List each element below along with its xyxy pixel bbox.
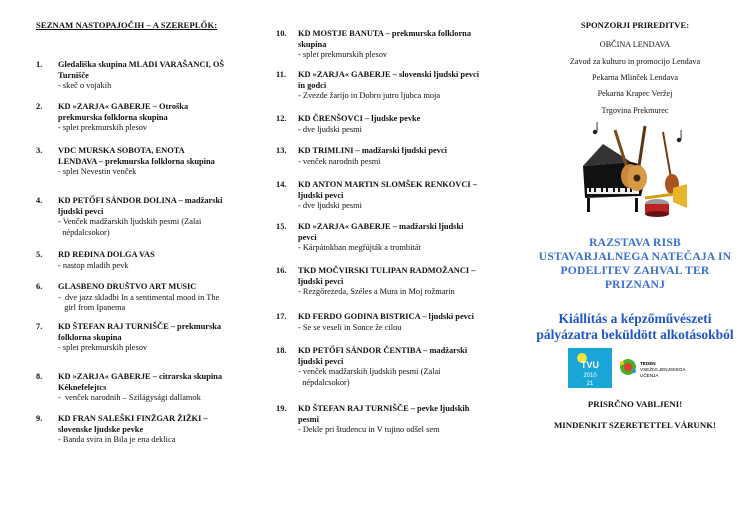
performer-number: 19. <box>276 404 287 413</box>
performer-body <box>298 146 447 167</box>
sponsors-title: SPONZORJI PRIREDITVE: <box>580 20 690 30</box>
performer-program-line: - Kárpátokban megfújták a trombitát <box>298 243 421 253</box>
performer-number: 15. <box>276 222 287 231</box>
performer-program-line: - splet Nevestin venček <box>58 167 137 177</box>
performer-group-name: Kéknefelejtcs <box>58 382 107 392</box>
performer-group-name: ljudski pevci <box>298 190 344 200</box>
performer-program <box>58 123 188 134</box>
performer-group-name: Turnišče <box>58 70 89 80</box>
performer-program <box>298 125 420 136</box>
performer-body <box>298 346 467 388</box>
performer-program <box>298 201 477 212</box>
performer-body <box>298 404 469 436</box>
sponsors-column <box>520 0 750 530</box>
performer-group-name: KD »ZARJA« GABERJE – slovenski ljudski pevci <box>298 70 480 79</box>
performer-body <box>298 312 474 333</box>
performer-group-name: VDC MURSKA SOBOTA, ENOTA <box>58 146 185 155</box>
sponsor-line: Pekarna Krapec Veržej <box>597 89 673 98</box>
performer-group-name: ljudski pevci <box>58 206 104 216</box>
performer-group-name: ljudski pevci <box>298 356 344 366</box>
performer-number: 8. <box>36 372 43 381</box>
performer-program <box>58 261 155 272</box>
performer-number: 5. <box>36 250 43 259</box>
performer-group-name: KD ŠTEFAN RAJ TURNIŠČE – prekmurska <box>58 322 222 331</box>
tvu-logo <box>568 348 612 388</box>
sponsor-line: OBČINA LENDAVA <box>599 40 671 49</box>
performer-program-line: - Zvezde žarijo in Dobro jutro ljubca moja <box>298 91 441 101</box>
performer-body <box>58 322 221 354</box>
exhibition-title-line: RAZSTAVA RISB <box>589 236 681 249</box>
performer-body <box>58 372 222 404</box>
performer-group-name: LENDAVA – prekmurska folklorna skupina <box>58 156 215 166</box>
performer-number: 10. <box>276 29 287 38</box>
performer-number: 18. <box>276 346 287 355</box>
performer-program <box>298 367 467 388</box>
performer-program-line: - venček narodnih – Szilágysági dallamok <box>58 393 201 403</box>
performer-group-name: RD REĐINA DOLGA VAS <box>58 250 155 259</box>
logo-teden-text: TEDEN <box>640 361 656 366</box>
performer-group-name: KD »ZARJA« GABERJE – madžarski ljudski <box>298 222 464 231</box>
performer-number: 3. <box>36 146 43 155</box>
musical-instruments-illustration <box>575 118 695 218</box>
performer-group-name: KD TRIMLINI – madžarski ljudski pevci <box>298 146 447 155</box>
performer-body <box>298 180 477 212</box>
performer-group-name: pevci <box>298 232 317 242</box>
performer-group-name: KD FRAN SALEŠKI FINŽGAR ŽIŽKI – <box>58 414 208 423</box>
performer-program <box>58 393 222 404</box>
performer-program-line: - splet prekmurskih plesov <box>58 343 148 353</box>
performer-program <box>298 287 475 298</box>
performer-program <box>298 157 447 168</box>
performer-program-line: - Se se veseli in Sonce že cilou <box>298 322 402 332</box>
performer-body <box>58 146 215 178</box>
performer-program <box>298 425 469 436</box>
logo-text-line: UČENJA <box>640 373 659 378</box>
performer-body <box>298 29 471 61</box>
performer-number: 12. <box>276 114 287 123</box>
performer-program-line: - Venček madžarskih ljudskih pesmi (Zalai <box>58 217 202 227</box>
performer-number: 6. <box>36 282 43 291</box>
performer-group-name: KD MOSTJE BANUTA – prekmurska folklorna <box>298 29 472 38</box>
performer-number: 4. <box>36 196 43 205</box>
performer-program <box>58 293 219 314</box>
performer-body <box>298 266 475 298</box>
performers-list-title: SEZNAM NASTOPAJOČIH – A SZEREPLŐK: <box>36 20 218 30</box>
performer-group-name: in godci <box>298 80 327 90</box>
hungarian-title-line: Kiállítás a képzőművészeti <box>558 311 712 326</box>
performer-group-name: pesmi <box>298 414 319 424</box>
performer-program-line: - dve jazz skladbi In a sentimental mood in The <box>58 292 220 302</box>
lifelong-learning-week-logo <box>618 355 686 387</box>
performer-body <box>58 60 224 92</box>
tvu-logo-text: TVU <box>581 360 599 370</box>
performer-group-name: KD »ZARJA« GABERJE – citrarska skupina <box>58 372 223 381</box>
performer-number: 13. <box>276 146 287 155</box>
logo-text-line: VSEŽIVLJENJSKEGA <box>640 367 686 372</box>
performer-program <box>298 50 471 61</box>
performer-body <box>298 222 463 254</box>
performer-number: 11. <box>276 70 287 79</box>
performer-program <box>58 81 224 92</box>
performer-group-name: KD ŠTEFAN RAJ TURNIŠČE – pevke ljudskih <box>298 404 470 413</box>
performer-program-line: - venček narodnih pesmi <box>298 156 381 166</box>
sponsor-line: Trgovina Prekmurec <box>601 106 669 115</box>
performer-program-line: - Rezgőrezeda, Széles a Mura in Moj rožmarin <box>298 287 455 297</box>
performer-program <box>298 323 474 334</box>
performer-body <box>58 196 223 238</box>
tvu-logo-year: 2010 <box>583 373 597 379</box>
performer-program-line: - dve ljudski pesmi <box>298 124 362 134</box>
performer-program-line: népdalcsokor) <box>298 377 350 387</box>
performer-program <box>298 91 479 102</box>
performer-program-line: - dve ljudski pesmi <box>298 201 362 211</box>
performer-body <box>58 282 219 314</box>
performer-program-line: - skeč o vojakih <box>58 81 112 91</box>
performer-program <box>298 243 463 254</box>
performer-body <box>58 250 155 271</box>
performer-program-line: - splet prekmurskih plesov <box>58 123 148 133</box>
sponsor-line: Pekarna Mlinček Lendava <box>592 73 678 82</box>
exhibition-title-line: USTAVARJALNEGA NATEČAJA IN <box>538 250 732 263</box>
performer-group-name: KD ČRENŠOVCI – ljudske pevke <box>298 114 421 123</box>
performer-program-line: girl from Ipanema <box>58 303 126 313</box>
performer-group-name: KD »ZARJA« GABERJE – Otroška <box>58 102 189 111</box>
performer-program <box>58 435 208 446</box>
performer-body <box>298 70 479 102</box>
sponsor-line: Zavod za kulturo in promocijo Lendava <box>569 57 701 66</box>
performer-group-name: Gledališka skupina MLADI VARAŠANCI, OŠ <box>58 60 225 69</box>
performer-number: 16. <box>276 266 287 275</box>
performer-group-name: skupina <box>298 39 327 49</box>
performer-group-name: slovenske ljudske pevke <box>58 424 144 434</box>
performer-body <box>58 414 208 446</box>
performer-body <box>58 102 188 134</box>
performer-group-name: folklorna skupina <box>58 332 122 342</box>
performer-group-name: KD FERDO GODINA BISTRICA – ljudski pevci <box>298 312 474 321</box>
performer-number: 17. <box>276 312 287 321</box>
performer-program <box>58 217 223 238</box>
tvu-logo-number: 21 <box>586 381 594 387</box>
performer-group-name: KD ANTON MARTIN SLOMŠEK RENKOVCI – <box>298 180 477 189</box>
performer-number: 7. <box>36 322 43 331</box>
performer-group-name: KD PETŐFI SÁNDOR DOLINA – madžarski <box>58 196 223 205</box>
performer-group-name: prekmurska folklorna skupina <box>58 112 168 122</box>
performer-number: 9. <box>36 414 43 423</box>
invitation-sl: PRISRČNO VABLJENI! <box>587 399 683 409</box>
performer-program <box>58 167 215 178</box>
performer-program <box>58 343 221 354</box>
hungarian-title-line: pályázatra beküldött alkotásokból <box>536 327 734 342</box>
performer-program-line: - splet prekmurskih plesov <box>298 50 388 60</box>
exhibition-title-line: PRIZNANJ <box>604 278 666 291</box>
performer-group-name: KD PETŐFI SÁNDOR ČENTIBA – madžarski <box>298 346 468 355</box>
performer-group-name: TKD MOČVIRSKI TULIPAN RADMOŽANCI – <box>298 266 476 275</box>
performer-group-name: GLASBENO DRUŠTVO ART MUSIC <box>58 282 197 291</box>
performer-program-line: - venček madžarskih ljudskih pesmi (Zalai <box>298 367 441 377</box>
performer-program-line: népdalcsokor) <box>58 227 110 237</box>
performer-body <box>298 114 420 135</box>
performer-number: 1. <box>36 60 43 69</box>
invitation-hu: MINDENKIT SZERETETTEL VÁRUNK! <box>554 420 716 430</box>
performer-program-line: - Dekle pri študencu in V tujino odšel sem <box>298 425 440 435</box>
performer-number: 14. <box>276 180 287 189</box>
performer-number: 2. <box>36 102 43 111</box>
performer-group-name: ljudski pevci <box>298 276 344 286</box>
performer-program-line: - nastop mladih pevk <box>58 260 129 270</box>
performer-program-line: - Banda svira in Bila je ena deklica <box>58 435 176 445</box>
exhibition-title-line: PODELITEV ZAHVAL TER <box>560 264 710 277</box>
